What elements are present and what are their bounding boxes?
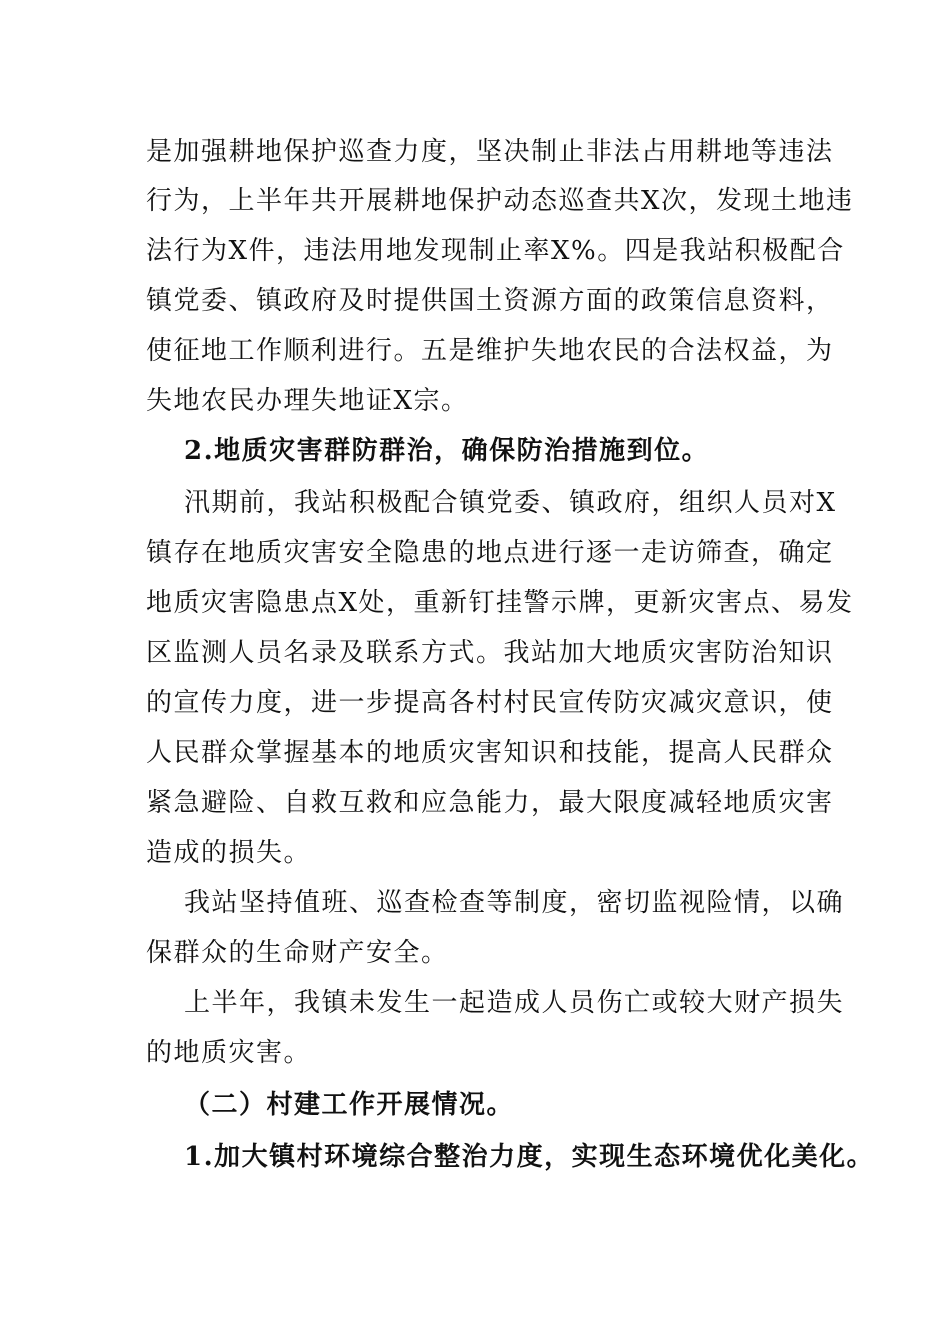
- text-line: 区监测人员名录及联系方式。我站加大地质灾害防治知识: [146, 638, 834, 668]
- text-line: 镇存在地质灾害安全隐患的地点进行逐一走访筛查，确定: [146, 538, 834, 568]
- text-line: 的地质灾害。: [146, 1038, 312, 1068]
- text-line: 失地农民办理失地证X宗。: [146, 386, 469, 416]
- section-heading: 2.地质灾害群防群治，确保防治措施到位。: [184, 436, 710, 466]
- text-line: 上半年，我镇未发生一起造成人员伤亡或较大财产损失: [184, 988, 845, 1018]
- section-heading: 1.加大镇村环境综合整治力度，实现生态环境优化美化。: [184, 1142, 875, 1172]
- section-heading: （二）村建工作开展情况。: [184, 1090, 515, 1120]
- text-line: 汛期前，我站积极配合镇党委、镇政府，组织人员对X: [184, 488, 837, 518]
- text-line: 造成的损失。: [146, 838, 312, 868]
- text-line: 地质灾害隐患点X处，重新钉挂警示牌，更新灾害点、易发: [146, 588, 854, 618]
- text-line: 人民群众掌握基本的地质灾害知识和技能，提高人民群众: [146, 738, 834, 768]
- text-line: 是加强耕地保护巡查力度，坚决制止非法占用耕地等违法: [146, 137, 834, 167]
- text-line: 法行为X件，违法用地发现制止率X%。四是我站积极配合: [146, 236, 845, 266]
- text-line: 行为，上半年共开展耕地保护动态巡查共X次，发现土地违: [146, 186, 854, 216]
- text-line: 紧急避险、自救互救和应急能力，最大限度减轻地质灾害: [146, 788, 834, 818]
- text-line: 镇党委、镇政府及时提供国土资源方面的政策信息资料，: [146, 286, 834, 316]
- text-line: 使征地工作顺利进行。五是维护失地农民的合法权益，为: [146, 336, 834, 366]
- text-line: 我站坚持值班、巡查检查等制度，密切监视险情，以确: [184, 888, 845, 918]
- text-line: 保群众的生命财产安全。: [146, 938, 449, 968]
- text-line: 的宣传力度，进一步提高各村村民宣传防灾减灾意识，使: [146, 688, 834, 718]
